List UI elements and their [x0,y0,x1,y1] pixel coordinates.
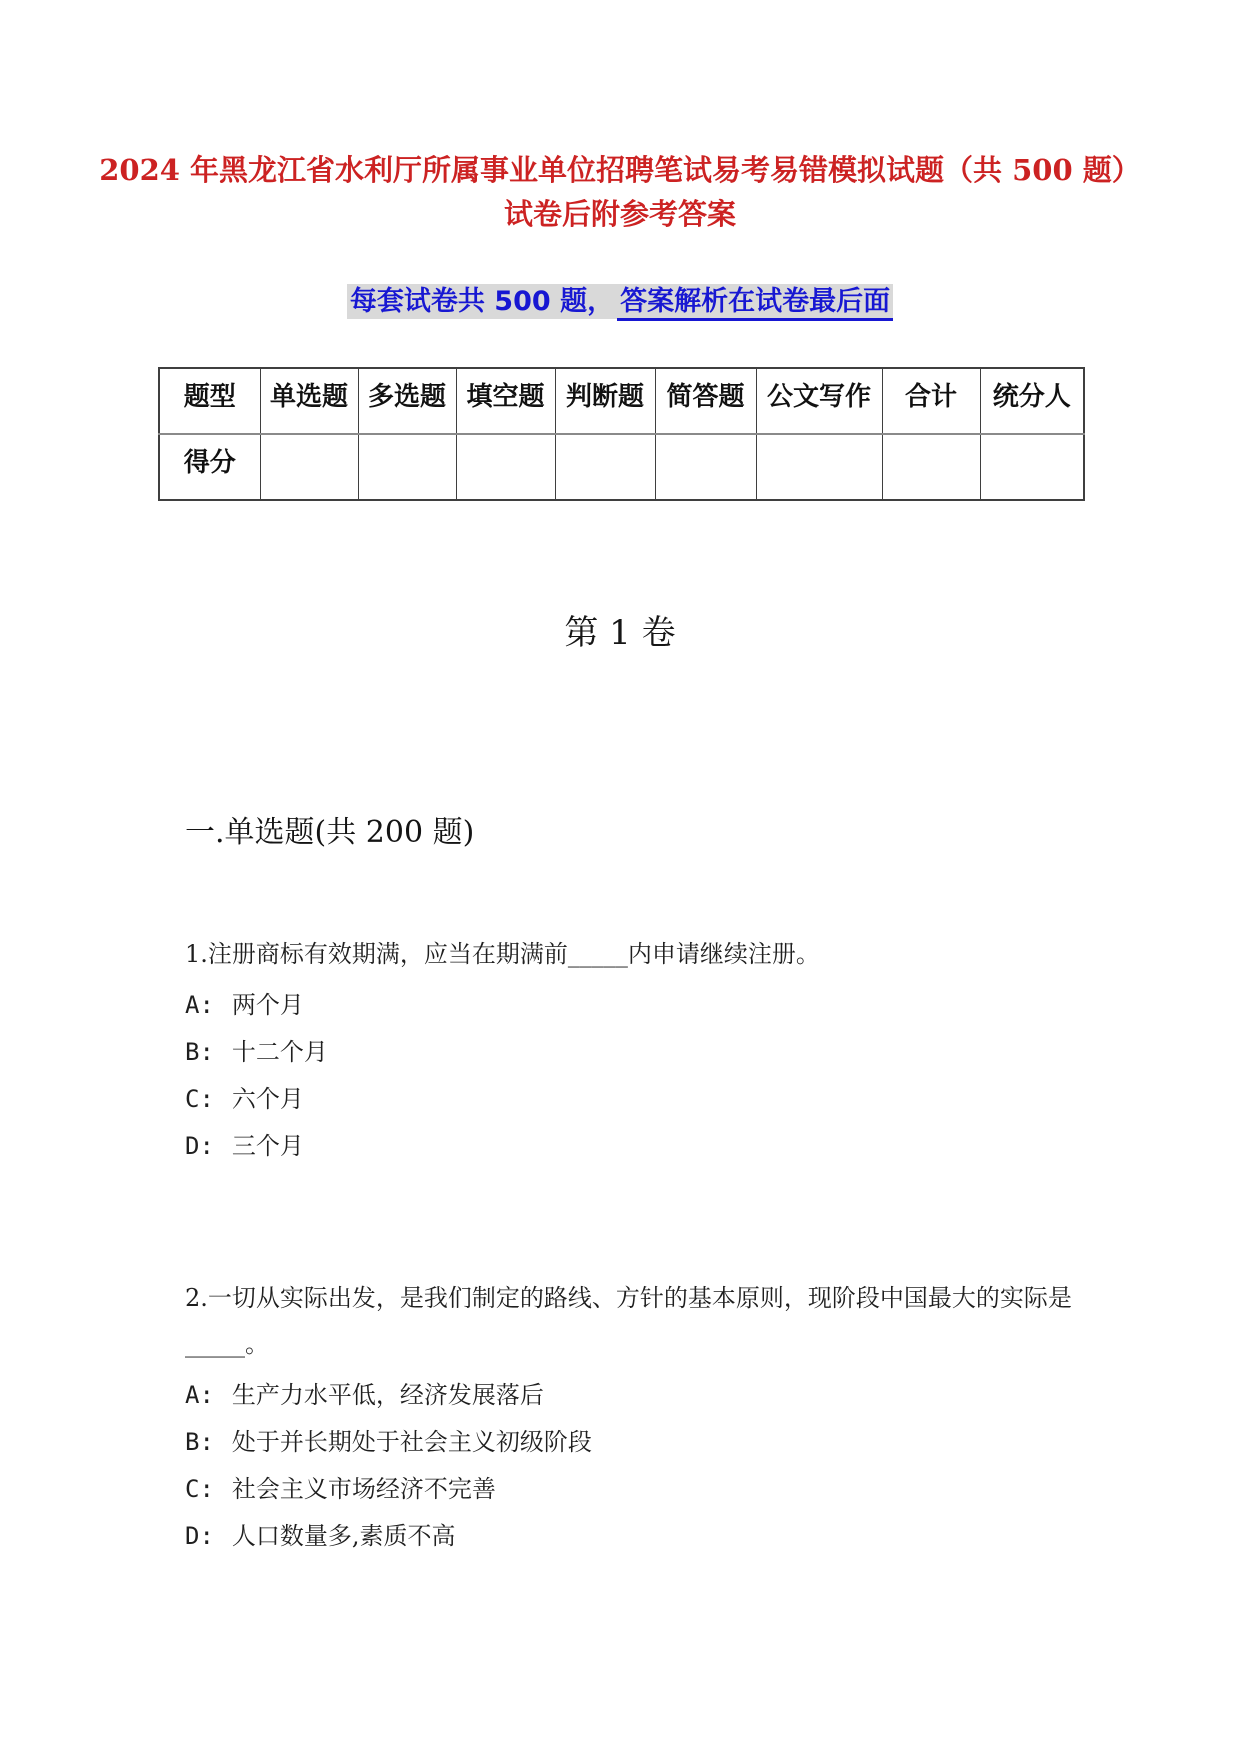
score-row [159,434,1084,500]
option-d-label: D: [185,1522,214,1550]
question-1-option-c [185,1076,1240,1123]
header-cell-single-choice: 单选题 [260,368,358,434]
option-b-label: B: [185,1428,214,1456]
option-a-label: A: [185,1381,214,1409]
score-empty-cell-2 [358,434,456,500]
question-2-option-d [185,1513,1240,1560]
header-cell-fill-blank: 填空题 [456,368,555,434]
score-empty-cell-8 [980,434,1084,500]
title-line-2: 试卷后附参考答案 [503,197,736,231]
header-cell-question-type: 题型 [159,368,260,434]
option-d-text: 三个月 [231,1132,304,1160]
option-a-text: 两个月 [231,991,304,1019]
question-2-option-c [185,1466,1240,1513]
header-cell-true-false: 判断题 [555,368,655,434]
question-1-options [185,982,1240,1170]
question-2-options [185,1372,1240,1560]
header-cell-total: 合计 [882,368,980,434]
score-empty-cell-7 [882,434,980,500]
option-d-text: 人口数量多,素质不高 [231,1522,456,1550]
header-cell-multi-choice: 多选题 [358,368,456,434]
score-empty-cell-6 [756,434,882,500]
section-heading: 一.单选题(共 200 题) [185,815,475,850]
title-line-1: 2024 年黑龙江省水利厅所属事业单位招聘笔试易考易错模拟试题（共 500 题） [99,153,1141,187]
question-2-option-a [185,1372,1240,1419]
question-1-option-b [185,1029,1240,1076]
score-table [158,367,1085,501]
score-empty-cell-1 [260,434,358,500]
option-d-label: D: [185,1132,214,1160]
score-row-label: 得分 [159,434,260,500]
option-c-text: 六个月 [231,1085,304,1113]
option-c-label: C: [185,1475,214,1503]
document-title [0,0,1240,236]
question-2 [0,1275,1240,1560]
option-c-text: 社会主义市场经济不完善 [231,1475,496,1503]
score-empty-cell-3 [456,434,555,500]
question-1 [0,931,1240,1170]
question-1-text: 1.注册商标有效期满，应当在期满前_____内申请继续注册。 [185,940,820,968]
note-plain-text: 每套试卷共 500 题， [347,284,617,319]
option-b-text: 十二个月 [231,1038,328,1066]
option-c-label: C: [185,1085,214,1113]
header-cell-scorer: 统分人 [980,368,1084,434]
question-2-text: 2.一切从实际出发，是我们制定的路线、方针的基本原则，现阶段中国最大的实际是_____。 [185,1284,1072,1358]
option-b-text: 处于并长期处于社会主义初级阶段 [231,1428,592,1456]
volume-heading: 第 1 卷 [564,613,676,653]
question-1-option-a [185,982,1240,1029]
option-a-label: A: [185,991,214,1019]
score-empty-cell-5 [655,434,756,500]
question-1-option-d [185,1123,1240,1170]
question-2-option-b [185,1419,1240,1466]
header-cell-short-answer: 简答题 [655,368,756,434]
score-empty-cell-4 [555,434,655,500]
score-table-header-row [159,368,1084,434]
note-link-text[interactable]: 答案解析在试卷最后面 [617,284,893,321]
option-a-text: 生产力水平低，经济发展落后 [231,1381,544,1409]
header-cell-official-writing: 公文写作 [756,368,882,434]
exam-note-line [0,285,1240,319]
option-b-label: B: [185,1038,214,1066]
